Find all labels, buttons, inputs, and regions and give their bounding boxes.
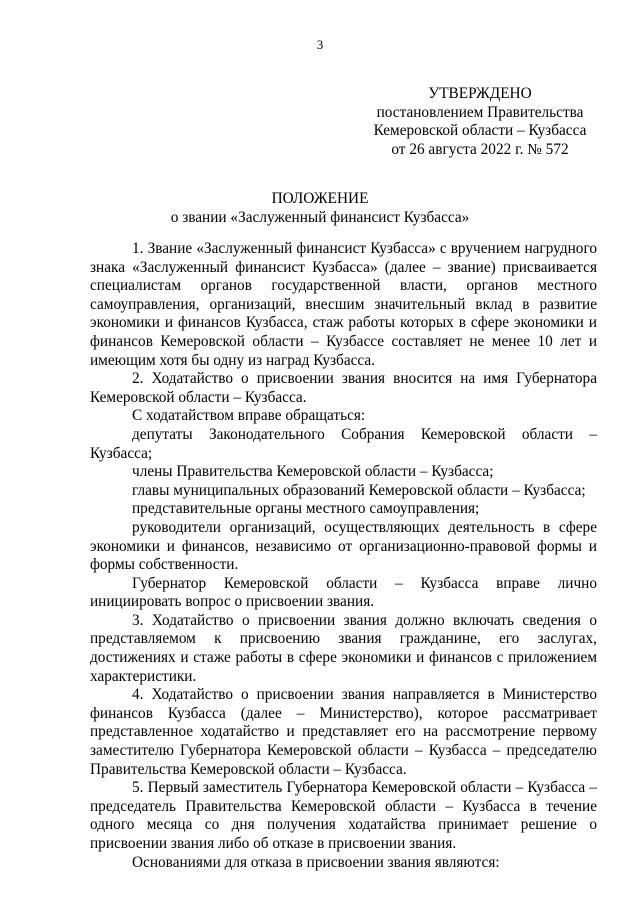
list-item: руководители организаций, осуществляющих деятельность в сфере экономики и финансов, независимо от организационно-правовой формы и формы собственности. — [90, 518, 597, 574]
list-item: представительные органы местного самоуправления; — [132, 500, 480, 518]
page-number: 3 — [316, 37, 324, 52]
document-title: ПОЛОЖЕНИЕ — [271, 190, 369, 207]
paragraph: 2. Ходатайство о присвоении звания вносится на имя Губернатора Кемеровской области – Кузбасса. — [90, 370, 597, 406]
list-item: депутаты Законодательного Собрания Кемеровской области – Кузбасса; — [90, 425, 597, 462]
approval-heading: УТВЕРЖДЕНО — [428, 85, 532, 102]
list-item: главы муниципальных образований Кемеровской области – Кузбасса; — [132, 481, 586, 499]
document-body — [90, 240, 597, 872]
approval-line: постановлением Правительства — [376, 103, 584, 121]
approval-date-line: от 26 августа 2022 г. № 572 — [391, 140, 569, 158]
paragraph: 1. Звание «Заслуженный финансист Кузбасса» с вручением нагрудного знака «Заслуженный финансист Кузбасса» (далее – звание) присваивается специалистам органов государственной власти, органов местного самоуправления, организаций, внесшим значительный вклад в развитие экономики и финансов Кузбасса, стаж работы которых в сфере экономики и финансов Кемеровской области – Кузбассе составляет не менее 10 лет и имеющим хотя бы одну из наград Кузбасса. — [90, 240, 597, 369]
approval-line: Кемеровской области – Кузбасса — [373, 122, 587, 140]
document-subtitle: о звании «Заслуженный финансист Кузбасса» — [170, 208, 470, 226]
paragraph: 5. Первый заместитель Губернатора Кемеровской области – Кузбасса – председатель Правительства Кемеровской области – Кузбасса в течение одного месяца со дня получения ходатайства принимает решение о присвоении звания либо об отказе в присвоении звания. — [90, 779, 597, 852]
paragraph: 4. Ходатайство о присвоении звания направляется в Министерство финансов Кузбасса (далее – Министерство), которое рассматривает представленное ходатайство и представляет его на рассмотрение первому заместителю Губернатора Кемеровской области – Кузбасса – председателю Правительства Кемеровской области – Кузбасса. — [90, 686, 597, 778]
paragraph: 3. Ходатайство о присвоении звания должно включать сведения о представляемом к присвоению звания гражданине, его заслугах, достижениях и стаже работы в сфере экономики и финансов с приложением характеристики. — [90, 611, 597, 685]
list-item: члены Правительства Кемеровской области – Кузбасса; — [132, 463, 494, 481]
paragraph: С ходатайством вправе обращаться: — [132, 407, 366, 425]
paragraph: Губернатор Кемеровской области – Кузбасса вправе лично инициировать вопрос о присвоении звания. — [90, 574, 597, 611]
document-title-block — [0, 190, 640, 227]
approval-stamp-block — [360, 85, 600, 159]
paragraph: Основаниями для отказа в присвоении звания являются: — [132, 853, 500, 871]
